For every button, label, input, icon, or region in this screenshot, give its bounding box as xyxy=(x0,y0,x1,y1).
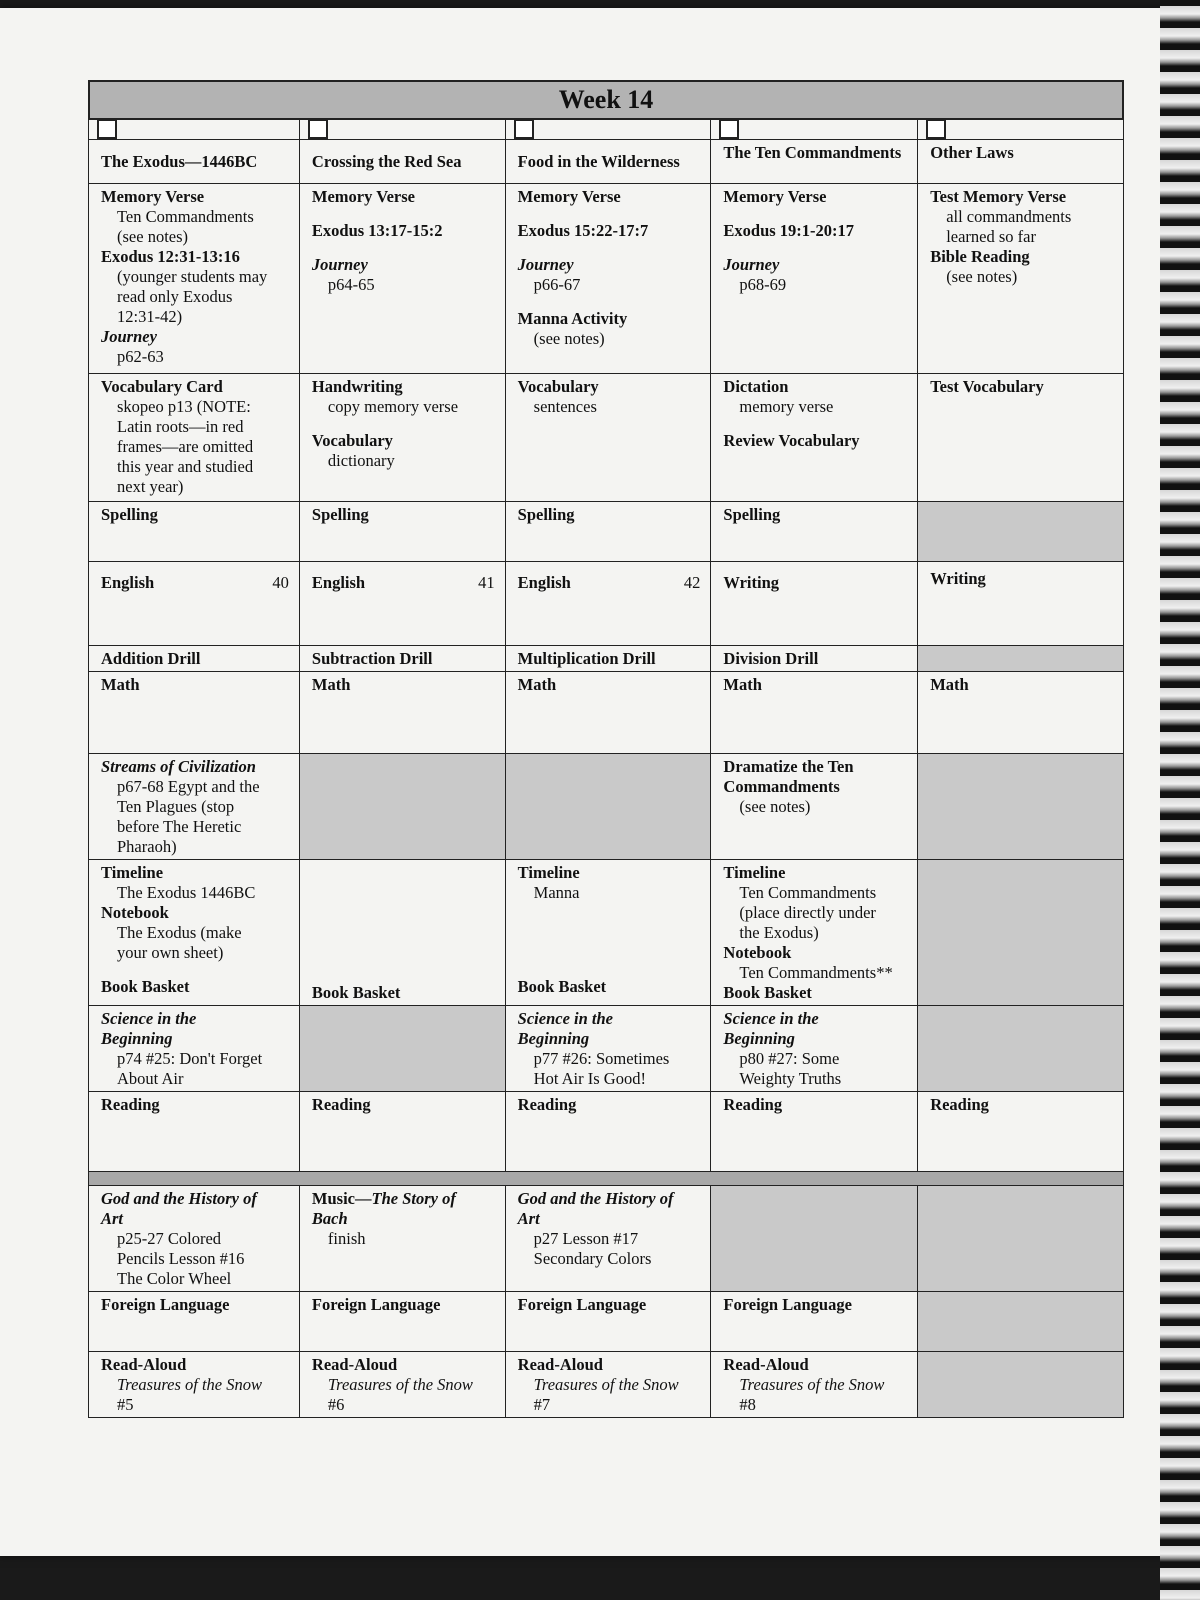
vocabulary-card-label: Vocabulary Card xyxy=(101,377,223,396)
scripture-reference: Exodus 19:1-20:17 xyxy=(723,221,855,240)
day4-checkbox-cell xyxy=(711,119,918,140)
day4-checkbox[interactable] xyxy=(719,119,739,139)
day5-spelling-empty xyxy=(918,502,1124,562)
division-drill: Division Drill xyxy=(711,646,918,672)
separator-bar xyxy=(89,1172,1124,1186)
english-label: English xyxy=(517,573,571,592)
day1-english-cell xyxy=(89,562,300,646)
vocab-text: this year and studied xyxy=(117,457,254,476)
day2-checkbox[interactable] xyxy=(308,119,328,139)
day2-math: Math xyxy=(299,672,505,754)
day5-timeline-empty xyxy=(918,860,1124,1006)
bible-text: learned so far xyxy=(946,227,1036,246)
day4-art-empty xyxy=(711,1186,918,1292)
day3-art-cell xyxy=(505,1186,711,1292)
journey-pages: p68-69 xyxy=(739,275,787,294)
art-text: p27 Lesson #17 xyxy=(533,1229,639,1248)
day1-vocab-cell xyxy=(89,374,300,502)
music-text: finish xyxy=(327,1229,366,1248)
art-book-title: God and the History of xyxy=(101,1189,257,1208)
handwriting-label: Handwriting xyxy=(311,377,403,396)
writing-label: Writing xyxy=(930,569,986,588)
day-title-row xyxy=(89,140,1124,184)
day4-english-cell xyxy=(711,562,918,646)
day1-timeline-cell xyxy=(89,860,300,1006)
multiplication-drill: Multiplication Drill xyxy=(505,646,711,672)
day1-science-cell xyxy=(89,1006,300,1092)
journey-pages: p62-63 xyxy=(117,347,164,366)
science-book-title: Beginning xyxy=(517,1029,590,1048)
day1-read-aloud-cell xyxy=(89,1352,300,1418)
timeline-text: (place directly under xyxy=(739,903,876,922)
bible-row xyxy=(89,184,1124,374)
day2-history-empty xyxy=(299,754,505,860)
science-text: About Air xyxy=(117,1069,184,1088)
vocab-text: copy memory verse xyxy=(327,397,459,416)
manna-activity-label: Manna Activity xyxy=(517,309,628,328)
vocab-text: next year) xyxy=(117,477,184,496)
scripture-reference: Exodus 13:17-15:2 xyxy=(311,221,443,240)
journey-label: Journey xyxy=(723,255,780,274)
day5-title: Other Laws xyxy=(918,140,1124,184)
day1-bible-cell xyxy=(89,184,300,374)
art-book-title: God and the History of xyxy=(517,1189,674,1208)
bible-text: (see notes) xyxy=(117,227,189,246)
science-text: Hot Air Is Good! xyxy=(533,1069,646,1088)
day1-history-cell xyxy=(89,754,300,860)
book-basket-label: Book Basket xyxy=(311,983,401,1002)
bible-text: Ten Commandments xyxy=(117,207,254,226)
art-text: Secondary Colors xyxy=(533,1249,652,1268)
scripture-reference: Exodus 15:22-17:7 xyxy=(517,221,649,240)
timeline-text: Manna xyxy=(533,883,580,902)
timeline-row xyxy=(89,860,1124,1006)
day2-spelling: Spelling xyxy=(299,502,505,562)
day2-read-aloud-cell xyxy=(299,1352,505,1418)
dramatize-label: Dramatize the Ten xyxy=(723,757,854,776)
notebook-text: The Exodus (make xyxy=(117,923,242,942)
review-vocabulary-label: Review Vocabulary xyxy=(723,431,860,450)
day4-bible-cell xyxy=(711,184,918,374)
day4-foreign-language: Foreign Language xyxy=(711,1292,918,1352)
day2-foreign-language: Foreign Language xyxy=(299,1292,505,1352)
vocab-text: dictionary xyxy=(327,451,395,470)
spiral-binding xyxy=(1160,0,1200,1600)
day1-math: Math xyxy=(89,672,300,754)
day1-reading: Reading xyxy=(89,1092,300,1172)
memory-verse-label: Memory Verse xyxy=(517,187,621,206)
spelling-row xyxy=(89,502,1124,562)
read-aloud-label: Read-Aloud xyxy=(311,1355,398,1374)
test-vocabulary-label: Test Vocabulary xyxy=(930,377,1044,396)
science-text: p80 #27: Some xyxy=(739,1049,840,1068)
week-title: Week 14 xyxy=(88,80,1124,120)
vocab-text: skopeo p13 (NOTE: xyxy=(117,397,251,416)
art-text: Pencils Lesson #16 xyxy=(117,1249,245,1268)
book-basket-label: Book Basket xyxy=(723,983,812,1002)
day4-math: Math xyxy=(711,672,918,754)
day2-music-cell xyxy=(299,1186,505,1292)
memory-verse-label: Memory Verse xyxy=(101,187,205,206)
day5-math: Math xyxy=(918,672,1124,754)
art-text: The Color Wheel xyxy=(117,1269,232,1288)
addition-drill: Addition Drill xyxy=(89,646,300,672)
history-text: Pharaoh) xyxy=(117,837,177,856)
notebook-text: Ten Commandments** xyxy=(739,963,893,982)
day4-title: The Ten Commandments xyxy=(711,140,918,184)
vocab-text: Latin roots—in red xyxy=(117,417,244,436)
read-aloud-label: Read-Aloud xyxy=(723,1355,809,1374)
music-book-title: Bach xyxy=(311,1209,348,1228)
day4-timeline-cell xyxy=(711,860,918,1006)
day2-science-empty xyxy=(299,1006,505,1092)
read-aloud-chapter: #6 xyxy=(327,1395,345,1414)
art-book-title: Art xyxy=(101,1209,124,1228)
subtraction-drill: Subtraction Drill xyxy=(299,646,505,672)
english-label: English xyxy=(101,573,155,592)
day5-reading: Reading xyxy=(918,1092,1124,1172)
timeline-text: the Exodus) xyxy=(739,923,819,942)
section-separator xyxy=(89,1172,1124,1186)
day3-checkbox-cell xyxy=(505,119,711,140)
science-book-title: Science in the xyxy=(723,1009,819,1028)
day3-foreign-language: Foreign Language xyxy=(505,1292,711,1352)
science-book-title: Beginning xyxy=(723,1029,795,1048)
music-book-title: The Story of xyxy=(371,1189,456,1208)
vocabulary-label: Vocabulary xyxy=(311,431,393,450)
timeline-label: Timeline xyxy=(723,863,786,882)
day2-english-cell xyxy=(299,562,505,646)
read-aloud-row xyxy=(89,1352,1124,1418)
vocab-text: frames—are omitted xyxy=(117,437,254,456)
journey-pages: p66-67 xyxy=(533,275,581,294)
day3-math: Math xyxy=(505,672,711,754)
art-book-title: Art xyxy=(517,1209,540,1228)
vocab-text: sentences xyxy=(533,397,597,416)
read-aloud-label: Read-Aloud xyxy=(101,1355,187,1374)
math-row xyxy=(89,672,1124,754)
day5-checkbox[interactable] xyxy=(926,119,946,139)
science-book-title: Science in the xyxy=(101,1009,197,1028)
read-aloud-chapter: #5 xyxy=(117,1395,134,1414)
scripture-reference: Exodus 12:31-13:16 xyxy=(101,247,240,266)
read-aloud-chapter: #8 xyxy=(739,1395,756,1414)
day2-bible-cell xyxy=(299,184,505,374)
day5-read-aloud-empty xyxy=(918,1352,1124,1418)
day1-checkbox[interactable] xyxy=(97,119,117,139)
bible-text: (younger students may xyxy=(117,267,268,286)
bible-reading-label: Bible Reading xyxy=(930,247,1030,266)
day3-read-aloud-cell xyxy=(505,1352,711,1418)
lesson-number: 41 xyxy=(478,573,495,592)
dictation-label: Dictation xyxy=(723,377,789,396)
drill-row xyxy=(89,646,1124,672)
vocab-text: memory verse xyxy=(739,397,834,416)
day1-title: The Exodus—1446BC xyxy=(89,140,300,184)
day5-bible-cell xyxy=(918,184,1124,374)
day3-english-cell xyxy=(505,562,711,646)
book-basket-label: Book Basket xyxy=(101,977,190,996)
day1-art-cell xyxy=(89,1186,300,1292)
schedule-grid xyxy=(88,118,1124,1418)
day2-vocab-cell xyxy=(299,374,505,502)
read-aloud-chapter: #7 xyxy=(533,1395,551,1414)
day3-science-cell xyxy=(505,1006,711,1092)
day5-science-empty xyxy=(918,1006,1124,1092)
day5-art-empty xyxy=(918,1186,1124,1292)
day5-vocab-cell xyxy=(918,374,1124,502)
music-label: Music— xyxy=(311,1189,372,1208)
day5-checkbox-cell xyxy=(918,119,1124,140)
memory-verse-label: Memory Verse xyxy=(723,187,827,206)
day4-history-cell xyxy=(711,754,918,860)
day2-title: Crossing the Red Sea xyxy=(299,140,505,184)
day5-history-empty xyxy=(918,754,1124,860)
day4-spelling: Spelling xyxy=(711,502,918,562)
day2-timeline-cell xyxy=(299,860,505,1006)
english-label: English xyxy=(311,573,366,592)
day2-reading: Reading xyxy=(299,1092,505,1172)
journey-label: Journey xyxy=(101,327,157,346)
day3-vocab-cell xyxy=(505,374,711,502)
day5-english-cell xyxy=(918,562,1124,646)
journey-label: Journey xyxy=(311,255,368,274)
journey-pages: p64-65 xyxy=(327,275,375,294)
dramatize-label: Commandments xyxy=(723,777,840,796)
reading-row xyxy=(89,1092,1124,1172)
read-aloud-book: Treasures of the Snow xyxy=(533,1375,679,1394)
bible-text: 12:31-42) xyxy=(117,307,183,326)
test-memory-verse-label: Test Memory Verse xyxy=(930,187,1067,206)
vocabulary-label: Vocabulary xyxy=(517,377,599,396)
planner-page xyxy=(0,8,1168,1556)
science-text: p74 #25: Don't Forget xyxy=(117,1049,263,1068)
memory-verse-label: Memory Verse xyxy=(311,187,415,206)
journey-label: Journey xyxy=(517,255,574,274)
day4-science-cell xyxy=(711,1006,918,1092)
science-book-title: Beginning xyxy=(101,1029,173,1048)
day1-foreign-language: Foreign Language xyxy=(89,1292,300,1352)
day4-read-aloud-cell xyxy=(711,1352,918,1418)
history-text: (see notes) xyxy=(739,797,811,816)
bible-text: (see notes) xyxy=(533,329,605,348)
day1-spelling: Spelling xyxy=(89,502,300,562)
timeline-text: Ten Commandments xyxy=(739,883,877,902)
notebook-label: Notebook xyxy=(101,903,169,922)
foreign-language-row xyxy=(89,1292,1124,1352)
science-text: p77 #26: Sometimes xyxy=(533,1049,670,1068)
history-row xyxy=(89,754,1124,860)
day3-history-empty xyxy=(505,754,711,860)
bible-text: all commandments xyxy=(946,207,1072,226)
english-row xyxy=(89,562,1124,646)
day3-checkbox[interactable] xyxy=(514,119,534,139)
science-row xyxy=(89,1006,1124,1092)
bible-text: (see notes) xyxy=(946,267,1018,286)
day3-reading: Reading xyxy=(505,1092,711,1172)
history-text: p67-68 Egypt and the xyxy=(117,777,260,796)
notebook-label: Notebook xyxy=(723,943,792,962)
lesson-number: 42 xyxy=(683,573,701,592)
read-aloud-book: Treasures of the Snow xyxy=(117,1375,262,1394)
bible-text: read only Exodus xyxy=(117,287,233,306)
checkbox-row xyxy=(89,119,1124,140)
read-aloud-book: Treasures of the Snow xyxy=(739,1375,885,1394)
timeline-label: Timeline xyxy=(517,863,580,882)
writing-label: Writing xyxy=(723,573,780,592)
day1-checkbox-cell xyxy=(89,119,300,140)
day2-checkbox-cell xyxy=(299,119,505,140)
day5-foreign-language-empty xyxy=(918,1292,1124,1352)
vocabulary-row xyxy=(89,374,1124,502)
art-row xyxy=(89,1186,1124,1292)
read-aloud-book: Treasures of the Snow xyxy=(327,1375,473,1394)
history-text: Ten Plagues (stop xyxy=(117,797,235,816)
art-text: p25-27 Colored xyxy=(117,1229,222,1248)
day4-reading: Reading xyxy=(711,1092,918,1172)
day5-drill-empty xyxy=(918,646,1124,672)
read-aloud-label: Read-Aloud xyxy=(517,1355,603,1374)
lesson-number: 40 xyxy=(272,573,289,592)
science-text: Weighty Truths xyxy=(739,1069,842,1088)
book-basket-label: Book Basket xyxy=(517,977,607,996)
science-book-title: Science in the xyxy=(517,1009,613,1028)
notebook-text: your own sheet) xyxy=(117,943,224,962)
history-text: before The Heretic xyxy=(117,817,242,836)
day3-bible-cell xyxy=(505,184,711,374)
timeline-text: The Exodus 1446BC xyxy=(117,883,256,902)
timeline-label: Timeline xyxy=(101,863,164,882)
history-book-title: Streams of Civilization xyxy=(101,757,256,776)
day3-timeline-cell xyxy=(505,860,711,1006)
day3-title: Food in the Wilderness xyxy=(505,140,711,184)
day4-vocab-cell xyxy=(711,374,918,502)
day3-spelling: Spelling xyxy=(505,502,711,562)
